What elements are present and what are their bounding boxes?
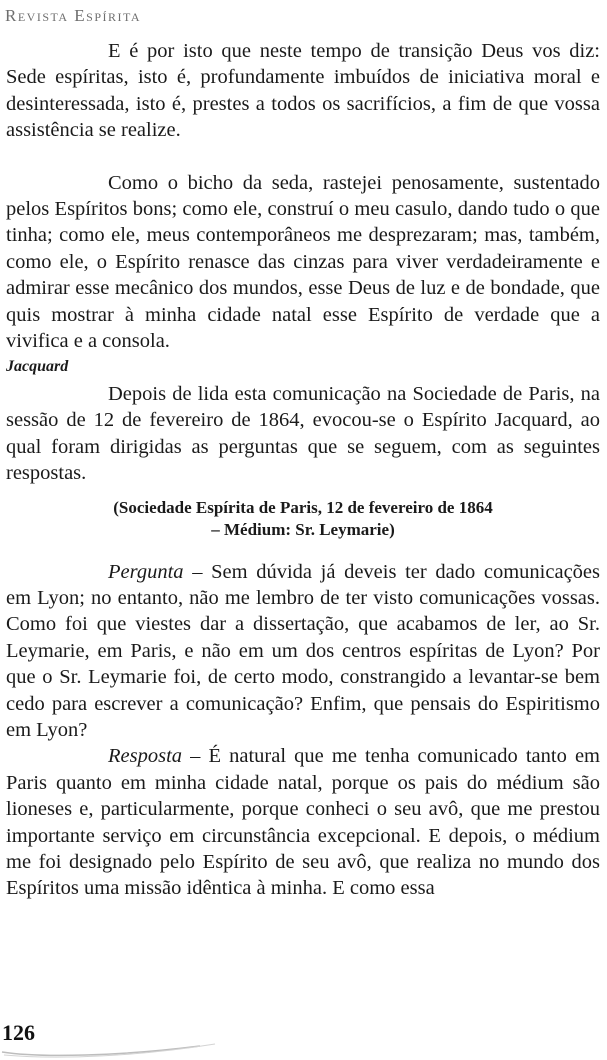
answer-label: Resposta xyxy=(108,745,183,768)
caption-line-1: (Sociedade Espírita de Paris, 12 de fevereiro de 1864 xyxy=(113,497,493,517)
paragraph-3: Depois de lida esta comunicação na Sociedade de Paris, na sessão de 12 de fevereiro de 1864, evocou-se o Espírito Jacquard, ao qual foram dirigidas as perguntas que se seguem, com as seguintes respostas. xyxy=(6,382,600,485)
paragraph-1: E é por isto que neste tempo de transição Deus vos diz: Sede espíritas, isto é, profundamente imbuídos de iniciativa moral e desinteressada, isto é, prestes a todos os sacrifícios, a fim de que vossa assistência se realize. xyxy=(6,40,600,142)
answer-paragraph xyxy=(6,743,600,901)
signature: Jacquard xyxy=(6,358,69,376)
question-text: – Sem dúvida já deveis ter dado comunicações em Lyon; no entanto, não me lembro de ter visto comunicações vossas. Como foi que viestes dar a dissertação, que acabamos de ler, ao Sr. Leymarie, em Paris, e não em um dos centros espíritas de Lyon? Por que o Sr. Leymarie foi, de certo modo, constrangido a levantar-se bem cedo para escrever a comunicação? Enfim, que pensais do Espiritismo em Lyon? xyxy=(6,560,600,741)
paragraph-2: Como o bicho da seda, rastejei penosamente, sustentado pelos Espíritos bons; como ele, construí o meu casulo, dando tudo o que tinha; como ele, meus contemporâneos me desprezaram; mas, também, como ele, o Espírito renasce das cinzas para viver verdadeiramente e admirar esse mecânico dos mundos, esse Deus de luz e de bondade, que quis mostrar à minha cidade natal esse Espírito de verdade que a vivifica e a consola. xyxy=(6,171,600,353)
answer-text: – É natural que me tenha comunicado tanto em Paris quanto em minha cidade natal, porque os pais do médium são lioneses e, particularmente, porque conheci o seu avô, que me prestou importante serviço em circunstância excepcional. E depois, o médium me foi designado pelo Espírito de seu avô, que realiza no mundo dos Espíritos uma missão idêntica à minha. E como essa xyxy=(6,745,600,900)
running-header: Revista Espírita xyxy=(5,6,142,25)
page-number: 126 xyxy=(2,1020,35,1045)
page-body xyxy=(6,38,600,902)
question-paragraph xyxy=(6,559,600,744)
caption-line-2: – Médium: Sr. Leymarie) xyxy=(211,519,395,539)
session-caption xyxy=(6,497,600,541)
question-label: Pergunta xyxy=(108,560,184,583)
